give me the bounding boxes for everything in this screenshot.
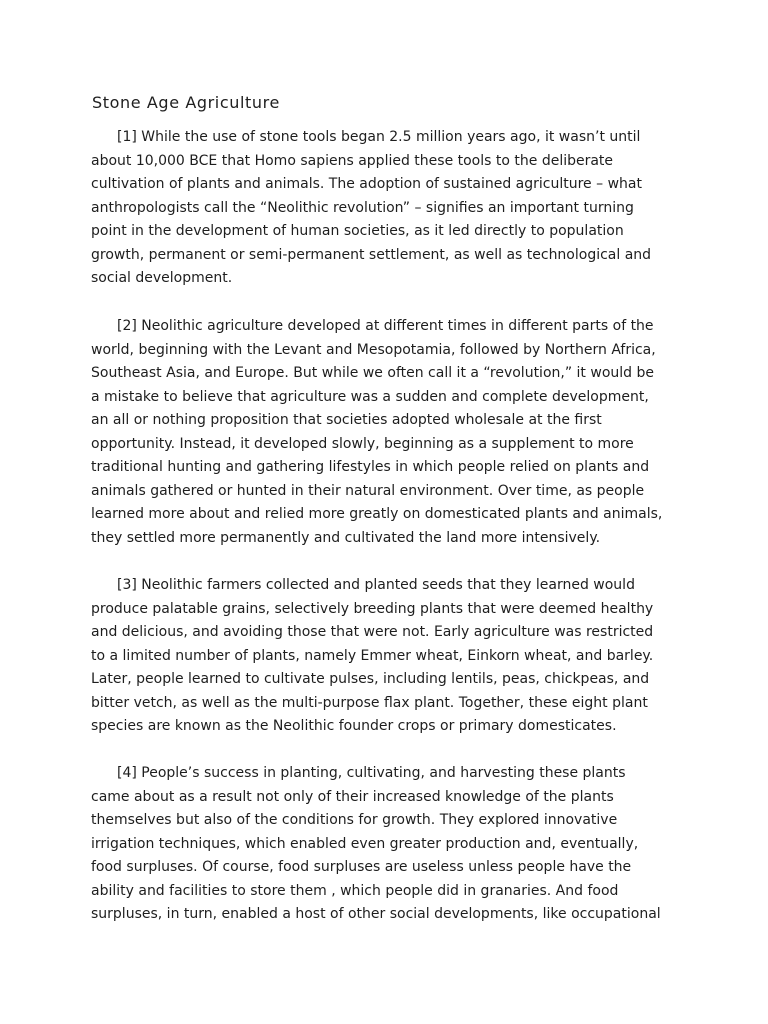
paragraph-line: an all or nothing proposition that societies adopted wholesale at the first — [91, 412, 602, 428]
paragraph-line: and delicious, and avoiding those that were not. Early agriculture was restricted — [91, 624, 654, 640]
paragraph-line: opportunity. Instead, it developed slowly, beginning as a supplement to more — [91, 435, 634, 452]
paragraph-line: [3] Neolithic farmers collected and planted seeds that they learned would — [117, 577, 635, 593]
paragraph-line: about 10,000 BCE that Homo sapiens applied these tools to the deliberate — [91, 152, 614, 169]
paragraph-line: point in the development of human societies, as it led directly to population — [91, 223, 624, 239]
document-title: Stone Age Agriculture — [92, 93, 280, 112]
paragraph-line: growth, permanent or semi-permanent settlement, as well as technological and — [91, 246, 652, 263]
paragraph-line: animals gathered or hunted in their natural environment. Over time, as people — [91, 482, 645, 499]
paragraph-line: themselves but also of the conditions for growth. They explored innovative — [91, 812, 618, 828]
paragraph-line: Southeast Asia, and Europe. But while we often call it a “revolution,” it would be — [91, 365, 654, 381]
paragraph-line: bitter vetch, as well as the multi-purpose flax plant. Together, these eight plant — [91, 694, 648, 711]
paragraph-line: they settled more permanently and cultivated the land more intensively. — [91, 529, 601, 546]
paragraph-line: cultivation of plants and animals. The adoption of sustained agriculture – what — [91, 176, 642, 192]
paragraph-line: [1] While the use of stone tools began 2.5 million years ago, it wasn’t until — [117, 129, 641, 145]
paragraph-line: anthropologists call the “Neolithic revolution” – signifies an important turning — [91, 199, 634, 216]
paragraph-line: food surpluses. Of course, food surpluses are useless unless people have the — [91, 859, 632, 875]
paragraph-3 — [91, 574, 653, 739]
paragraph-line: learned more about and relied more greatly on domesticated plants and animals, — [91, 506, 663, 522]
paragraph-4 — [91, 762, 661, 927]
paragraph-line: traditional hunting and gathering lifestyles in which people relied on plants and — [91, 459, 650, 475]
paragraph-line: social development. — [91, 270, 233, 286]
paragraph-2 — [91, 315, 662, 550]
paragraph-line: irrigation techniques, which enabled even greater production and, eventually, — [91, 835, 639, 852]
paragraph-line: came about as a result not only of their increased knowledge of the plants — [91, 788, 614, 805]
paragraph-line: species are known as the Neolithic founder crops or primary domesticates. — [91, 718, 617, 734]
paragraph-line: world, beginning with the Levant and Mesopotamia, followed by Northern Africa, — [91, 341, 656, 358]
paragraph-line: surpluses, in turn, enabled a host of other social developments, like occupational — [91, 906, 661, 922]
paragraph-line: to a limited number of plants, namely Emmer wheat, Einkorn wheat, and barley. — [91, 647, 654, 664]
paragraph-line: [4] People’s success in planting, cultivating, and harvesting these plants — [117, 765, 626, 781]
paragraph-1 — [91, 126, 651, 291]
paragraph-line: [2] Neolithic agriculture developed at different times in different parts of the — [117, 318, 654, 334]
paragraph-line: ability and facilities to store them , which people did in granaries. And food — [91, 882, 619, 899]
paragraph-line: Later, people learned to cultivate pulses, including lentils, peas, chickpeas, and — [91, 671, 650, 687]
paragraph-line: produce palatable grains, selectively breeding plants that were deemed healthy — [91, 600, 654, 617]
paragraph-line: a mistake to believe that agriculture was a sudden and complete development, — [91, 388, 649, 405]
